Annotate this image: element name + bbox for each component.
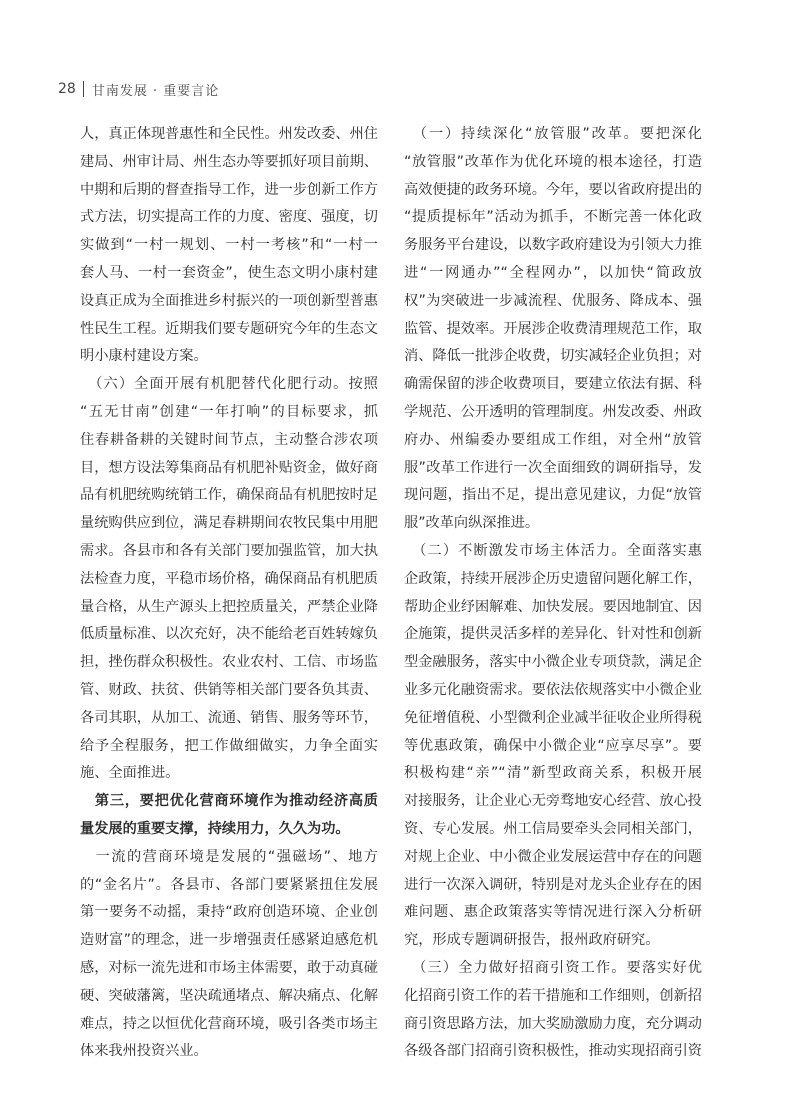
text-line: 现问题，指出不足，提出意见建议，力促“放管 bbox=[404, 487, 702, 504]
text-line: 确需保留的涉企收费项目，要建立依法有据、科 bbox=[404, 376, 702, 393]
text-line: 对规上企业、中小微企业发展运营中存在的问题 bbox=[404, 848, 702, 865]
text-line: 进“一网通办”“全程网办”，以加快“简政放 bbox=[404, 264, 702, 281]
text-line: 学规范、公开透明的管理制度。州发改委、州政 bbox=[404, 403, 702, 420]
text-line: 商引资思路方法，加大奖励激励力度，充分调动 bbox=[404, 1015, 702, 1032]
text-line: 监管、提效率。开展涉企收费清理规范工作，取 bbox=[404, 320, 702, 337]
text-line: 品有机肥统购统销工作，确保商品有机肥按时足 bbox=[80, 487, 378, 504]
text-line: 企政策，持续开展涉企历史遗留问题化解工作， bbox=[404, 570, 702, 587]
text-line: 低质量标准、以次充好，决不能给老百姓转嫁负 bbox=[80, 626, 378, 643]
text-line: 帮助企业纾困解难、加快发展。要因地制宜、因 bbox=[404, 598, 702, 615]
left-text-column bbox=[80, 121, 378, 1066]
text-line: “放管服”改革作为优化环境的根本途径，打造 bbox=[404, 153, 702, 170]
page-number: 28 bbox=[58, 81, 76, 97]
text-line: 量发展的重要支撑，持续用力，久久为功。 bbox=[80, 820, 350, 837]
text-line: 担，挫伤群众积极性。农业农村、工信、市场监 bbox=[80, 654, 378, 671]
text-line: 第三，要把优化营商环境作为推动经济高质 bbox=[80, 793, 378, 810]
text-line: 套人马、一村一套资金”，使生态文明小康村建 bbox=[80, 264, 378, 281]
text-line: 的“金名片”。各县市、各部门要紧紧扭住发展 bbox=[80, 876, 378, 893]
text-line: （一）持续深化“放管服”改革。要把深化 bbox=[404, 126, 702, 142]
header-divider bbox=[83, 81, 84, 97]
text-line: 式方法，切实提高工作的力度、密度、强度，切 bbox=[80, 209, 378, 226]
text-line: 目，想方设法筹集商品有机肥补贴资金，做好商 bbox=[80, 459, 378, 476]
text-line: 明小康村建设方案。 bbox=[80, 348, 208, 365]
text-line: 硬、突破藩篱，坚决疏通堵点、解决痛点、化解 bbox=[80, 987, 378, 1004]
text-line: 究，形成专题调研报告，报州政府研究。 bbox=[404, 932, 660, 949]
text-line: 型金融服务，落实中小微企业专项贷款，满足企 bbox=[404, 654, 702, 671]
text-line: 建局、州审计局、州生态办等要抓好项目前期、 bbox=[80, 153, 378, 170]
text-line: 服”改革向纵深推进。 bbox=[404, 515, 540, 532]
text-line: 积极构建“亲”“清”新型政商关系，积极开展 bbox=[404, 765, 702, 782]
text-line: 务服务平台建设，以数字政府建设为引领大力推 bbox=[404, 237, 702, 254]
text-line: 各级各部门招商引资积极性，推动实现招商引资 bbox=[404, 1043, 702, 1060]
text-line: 体来我州投资兴业。 bbox=[80, 1043, 208, 1060]
text-line: 高效便捷的政务环境。今年，要以省政府提出的 bbox=[404, 181, 702, 198]
right-text-column bbox=[404, 121, 702, 1066]
text-line: 感，对标一流先进和市场主体需要，敢于动真碰 bbox=[80, 959, 378, 976]
text-line: 一流的营商环境是发展的“强磁场”、地方 bbox=[80, 848, 378, 865]
text-line: （三）全力做好招商引资工作。要落实好优 bbox=[404, 959, 702, 976]
text-line: 难问题、惠企政策落实等情况进行深入分析研 bbox=[404, 904, 702, 921]
text-line: 服”改革工作进行一次全面细致的调研指导，发 bbox=[404, 459, 702, 476]
text-line: 府办、州编委办要组成工作组，对全州“放管 bbox=[404, 431, 702, 448]
text-line: 企施策，提供灵活多样的差异化、针对性和创新 bbox=[404, 626, 702, 643]
running-header bbox=[58, 78, 219, 100]
text-line: 难点，持之以恒优化营商环境，吸引各类市场主 bbox=[80, 1015, 378, 1032]
text-line: 给予全程服务，把工作做细做实，力争全面实 bbox=[80, 737, 378, 754]
text-line: 人，真正体现普惠性和全民性。州发改委、州住 bbox=[80, 126, 378, 142]
text-line: 对接服务，让企业心无旁骛地安心经营、放心投 bbox=[404, 793, 702, 810]
book-title: 甘南发展 · 重要言论 bbox=[91, 83, 220, 99]
text-line: 性民生工程。近期我们要专题研究今年的生态文 bbox=[80, 320, 378, 337]
text-line: 消、降低一批涉企收费，切实减轻企业负担；对 bbox=[404, 348, 702, 365]
text-line: 各司其职，从加工、流通、销售、服务等环节， bbox=[80, 709, 378, 726]
text-line: 施、全面推进。 bbox=[80, 765, 180, 782]
text-line: 实做到“一村一规划、一村一考核”和“一村一 bbox=[80, 237, 378, 254]
text-line: 管、财政、扶贫、供销等相关部门要各负其责、 bbox=[80, 681, 378, 698]
text-line: （六）全面开展有机肥替代化肥行动。按照 bbox=[80, 376, 378, 393]
text-line: 权”为突破进一步减流程、优服务、降成本、强 bbox=[404, 292, 702, 309]
text-line: 设真正成为全面推进乡村振兴的一项创新型普惠 bbox=[80, 292, 378, 309]
text-line: “五无甘南”创建“一年打响”的目标要求，抓 bbox=[80, 403, 378, 420]
text-line: 资、专心发展。州工信局要牵头会同相关部门， bbox=[404, 820, 702, 837]
text-line: 化招商引资工作的若干措施和工作细则，创新招 bbox=[404, 987, 702, 1004]
text-line: （二）不断激发市场主体活力。全面落实惠 bbox=[404, 542, 702, 559]
text-line: 等优惠政策，确保中小微企业“应享尽享”。要 bbox=[404, 737, 702, 754]
text-line: 第一要务不动摇，秉持“政府创造环境、企业创 bbox=[80, 904, 378, 921]
text-line: 法检查力度，平稳市场价格，确保商品有机肥质 bbox=[80, 570, 378, 587]
text-line: 中期和后期的督查指导工作，进一步创新工作方 bbox=[80, 181, 378, 198]
text-line: 住春耕备耕的关键时间节点，主动整合涉农项 bbox=[80, 431, 378, 448]
text-line: 量统购供应到位，满足春耕期间农牧民集中用肥 bbox=[80, 515, 378, 532]
text-line: 免征增值税、小型微利企业减半征收企业所得税 bbox=[404, 709, 702, 726]
text-line: 造财富”的理念，进一步增强责任感紧迫感危机 bbox=[80, 932, 378, 949]
text-line: 需求。各县市和各有关部门要加强监管，加大执 bbox=[80, 542, 378, 559]
text-line: 进行一次深入调研，特别是对龙头企业存在的困 bbox=[404, 876, 702, 893]
text-line: “提质提标年”活动为抓手，不断完善一体化政 bbox=[404, 209, 702, 226]
text-line: 量合格，从生产源头上把控质量关，严禁企业降 bbox=[80, 598, 378, 615]
text-line: 业多元化融资需求。要依法依规落实中小微企业 bbox=[404, 681, 702, 698]
